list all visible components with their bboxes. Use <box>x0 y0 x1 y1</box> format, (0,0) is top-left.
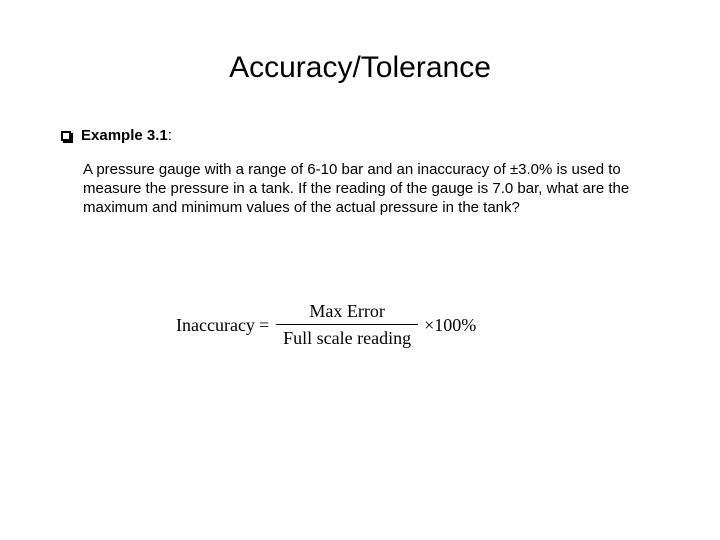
formula-lhs: Inaccuracy <box>176 314 255 335</box>
formula-factor: 100% <box>434 314 477 335</box>
formula-equals: = <box>258 314 270 335</box>
checkbox-bullet-icon <box>61 131 71 141</box>
example-problem-text: A pressure gauge with a range of 6-10 bar and an inaccuracy of ±3.0% is used to measure the pressure in a tank. If the reading of the gauge is 7.0 bar, what are the maximum and minimum values of the actual pressure in the tank? <box>83 161 630 216</box>
formula-fraction <box>276 300 418 349</box>
slide-title: Accuracy/Tolerance <box>229 51 491 84</box>
example-bullet <box>61 126 172 146</box>
example-colon: : <box>167 127 172 144</box>
formula-denominator: Full scale reading <box>283 328 412 348</box>
example-label: Example 3.1 <box>81 127 168 144</box>
formula-times: × <box>424 314 435 335</box>
formula-numerator: Max Error <box>309 301 385 321</box>
inaccuracy-formula <box>176 300 476 349</box>
